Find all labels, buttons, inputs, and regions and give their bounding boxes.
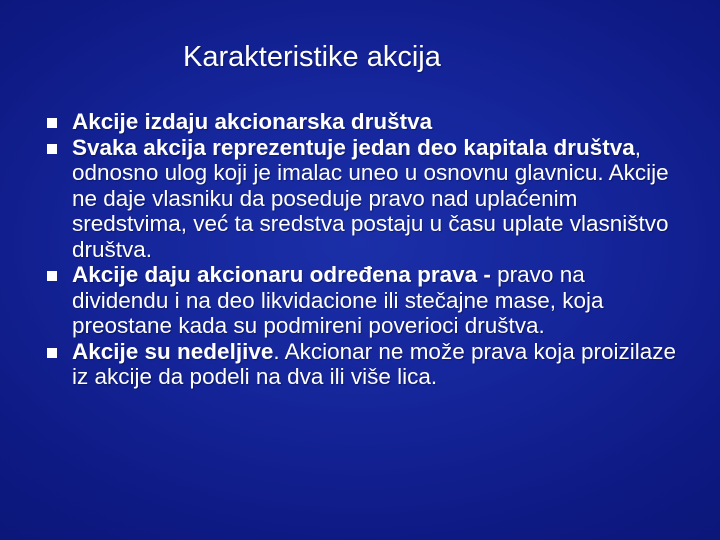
bullet-bold-text: Akcije su nedeljive	[72, 338, 274, 364]
square-bullet-icon	[47, 118, 57, 128]
bullet-bold-text: Akcije daju akcionaru određena prava -	[72, 262, 498, 287]
square-bullet-icon	[47, 144, 57, 154]
bullet-text: pravo na dividendu i na deo likvidacione ili stečajne mase, koja preostane kada su podmireni poverioci društva.	[72, 262, 604, 338]
slide-title: Karakteristike akcija	[183, 41, 441, 73]
bullet-bold-text: Akcije izdaju akcionarska društva	[72, 109, 433, 134]
bullet-item	[46, 135, 686, 263]
square-bullet-icon	[47, 271, 57, 281]
bullet-list	[46, 109, 686, 390]
bullet-bold-text: Svaka akcija reprezentuje jedan deo kapitala društva	[72, 134, 635, 160]
bullet-text: , odnosno ulog koji je imalac uneo u osnovnu glavnicu. Akcije ne daje vlasniku da poseduje pravo nad uplaćenim sredstvima, već ta sredstva postaju u času uplate vlasništvo društva.	[72, 134, 669, 262]
bullet-item	[46, 339, 686, 390]
bullet-item	[46, 109, 686, 135]
bullet-item	[46, 262, 686, 339]
bullet-text: . Akcionar ne može prava koja proizilaze iz akcije da podeli na dva ili više lica.	[72, 338, 677, 389]
square-bullet-icon	[47, 348, 57, 358]
